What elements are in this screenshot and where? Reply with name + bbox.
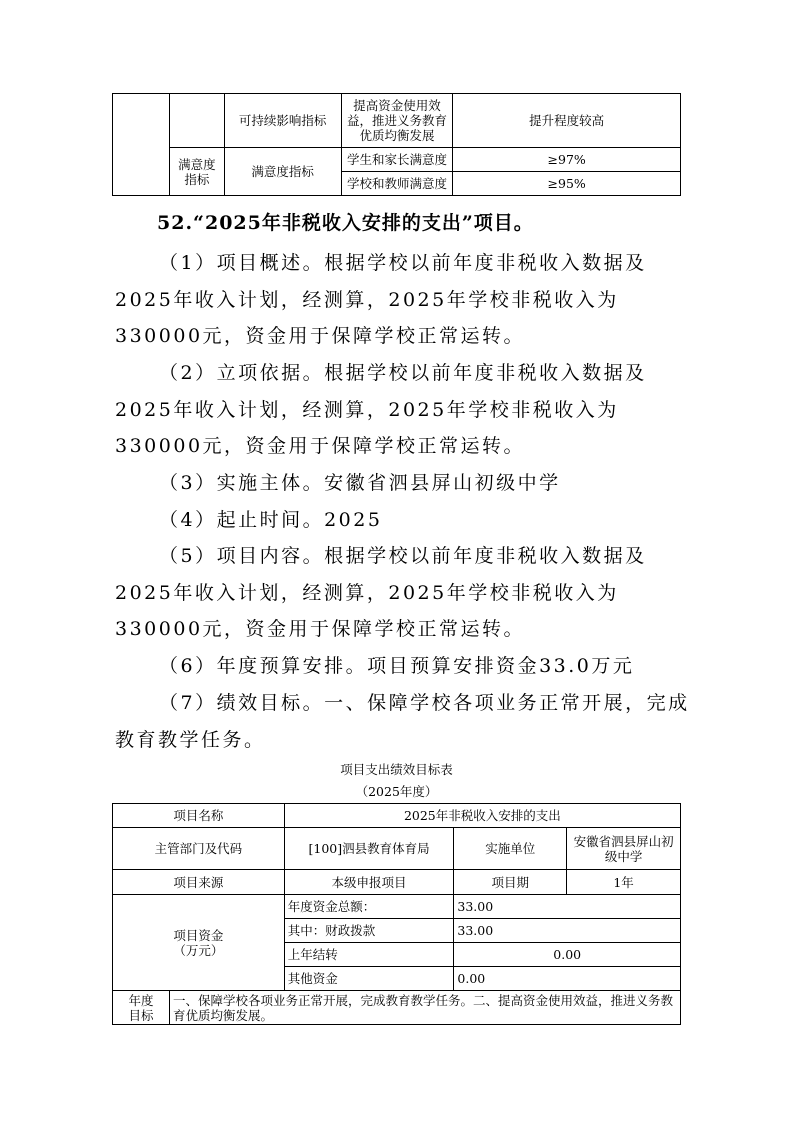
carryover-label: 上年结转 [284, 943, 454, 967]
dept-label: 主管部门及代码 [113, 828, 285, 870]
indicator-name: 学校和教师满意度 [341, 172, 453, 196]
satisfaction-sub-label: 满意度指标 [224, 148, 341, 196]
total-funds-label: 年度资金总额： [284, 895, 454, 919]
carryover-value: 0.00 [454, 943, 681, 967]
funds-label: 项目资金（万元） [113, 895, 285, 991]
dept-value: [100]泗县教育体育局 [284, 828, 454, 870]
paragraph-entity: （3）实施主体。安徽省泗县屏山初级中学 [159, 472, 561, 494]
table-year: （2025年度） [355, 784, 438, 799]
section-heading: 52.“2025年非税收入安排的支出”项目。 [157, 212, 534, 234]
fiscal-funds-label: 其中：财政拨款 [284, 919, 454, 943]
empty-cell [169, 94, 224, 148]
annual-goal-value: 一、保障学校各项业务正常开展，完成教育教学任务。二、提高资金使用效益，推进义务教育优质均衡发展。 [169, 991, 680, 1025]
paragraph-goals: （7）绩效目标。一、保障学校各项业务正常开展，完成教育教学任务。 [115, 692, 690, 751]
unit-label: 实施单位 [454, 828, 567, 870]
annual-goal-label: 年度目标 [113, 991, 170, 1025]
indicator-value: 提升程度较高 [453, 94, 681, 148]
period-label: 项目期 [454, 870, 567, 895]
indicator-name: 学生和家长满意度 [341, 148, 453, 172]
indicator-value: ≥97% [453, 148, 681, 172]
indicator-category: 可持续影响指标 [224, 94, 341, 148]
other-funds-label: 其他资金 [284, 967, 454, 991]
paragraph-period: （4）起止时间。2025 [159, 509, 383, 531]
project-name-label: 项目名称 [113, 804, 285, 828]
satisfaction-group-label: 满意度指标 [169, 148, 224, 196]
source-value: 本级申报项目 [284, 870, 454, 895]
paragraph-content: （5）项目内容。根据学校以前年度非税收入数据及2025年收入计划，经测算，2025年学校非税收入为330000元，资金用于保障学校正常运转。 [115, 545, 647, 640]
fiscal-funds-value: 33.00 [454, 919, 681, 943]
total-funds-value: 33.00 [454, 895, 681, 919]
paragraph-overview: （1）项目概述。根据学校以前年度非税收入数据及2025年收入计划，经测算，2025年学校非税收入为330000元，资金用于保障学校正常运转。 [115, 252, 647, 347]
paragraph-budget: （6）年度预算安排。项目预算安排资金33.0万元 [159, 655, 635, 677]
unit-value: 安徽省泗县屏山初级中学 [567, 828, 681, 870]
empty-cell [113, 94, 170, 196]
performance-indicator-table [112, 93, 681, 196]
other-funds-value: 0.00 [454, 967, 681, 991]
project-performance-table [112, 803, 681, 1025]
indicator-value: ≥95% [453, 172, 681, 196]
table-title: 项目支出绩效目标表 [340, 762, 453, 777]
indicator-name: 提高资金使用效益，推进义务教育优质均衡发展 [341, 94, 453, 148]
source-label: 项目来源 [113, 870, 285, 895]
period-value: 1年 [567, 870, 681, 895]
project-name-value: 2025年非税收入安排的支出 [284, 804, 680, 828]
paragraph-basis: （2）立项依据。根据学校以前年度非税收入数据及2025年收入计划，经测算，2025年学校非税收入为330000元，资金用于保障学校正常运转。 [115, 362, 647, 457]
